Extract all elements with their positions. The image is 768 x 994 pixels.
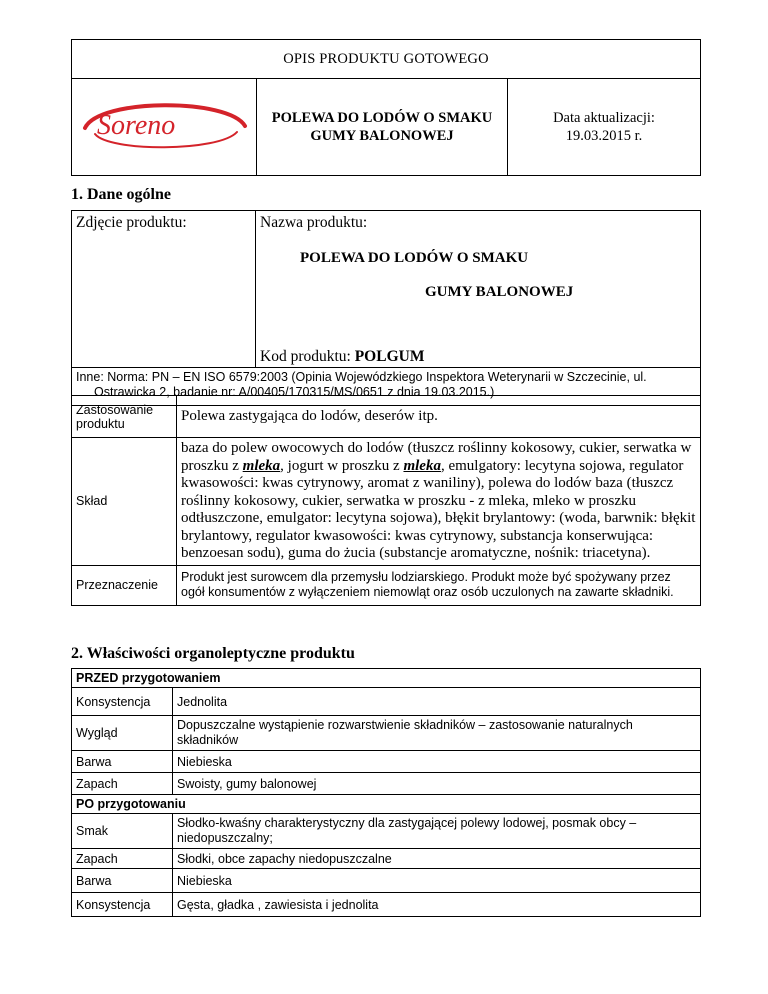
header-product-name-line2: GUMY BALONOWEJ — [310, 128, 454, 144]
company-logo-cell — [72, 79, 257, 176]
after-row-value: Słodki, obce zapachy niedopuszczalne — [173, 849, 701, 869]
general-table — [71, 210, 701, 406]
before-row-value: Jednolita — [173, 688, 701, 716]
composition-part1: baza do polew owocowych do lodów (tłuszcz roślinny kokosowy, cukier, serwatka w proszku z — [181, 440, 692, 474]
update-info — [508, 79, 701, 176]
purpose-value: Produkt jest surowcem dla przemysłu lodziarskiego. Produkt może być spożywany przez ogół konsumentów z wyłączeniem niemowląt oraz osób uczulonych na zawarte składniki. — [177, 565, 701, 605]
usage-value: Polewa zastygająca do lodów, deserów itp. — [177, 396, 701, 438]
header-product-name — [257, 79, 508, 176]
photo-label: Zdjęcie produktu: — [76, 214, 187, 231]
after-row-value: Słodko-kwaśny charakterystyczny dla zastygającej polewy lodowej, posmak obcy – niedopuszczalny; — [173, 814, 701, 849]
code-value: POLGUM — [354, 348, 425, 365]
composition-part2: , jogurt w proszku z — [280, 457, 404, 474]
composition-part3: , emulgatory: lecytyna sojowa, regulator kwasowości: kwas cytrynowy, aromat z waniliny), polewa do lodów baza (tłuszcz roślinny kokosowy, cukier, serwatka w proszku - z mleka, mleko w proszku odtłuszczone, emulgator: lecytyna sojowa), błękit brylantowy: (woda, barwnik: błękit brylantowy, regulator kwasowości: kwas cytrynowy, substancja konserwująca: benzoesan sodu), guma do żucia (substancje aromatyczne, nośnik: triacetyna). — [181, 457, 696, 561]
purpose-label: Przeznaczenie — [72, 565, 177, 605]
name-line1: POLEWA DO LODÓW O SMAKU — [300, 250, 529, 266]
other-line2: Ostrawicka 2, badanie nr: A/00405/170315/MS/0651 z dnia 19.03.2015.) — [94, 385, 495, 399]
product-code — [260, 348, 424, 366]
after-row-label: Smak — [72, 814, 173, 849]
header-product-name-line1: POLEWA DO LODÓW O SMAKU — [271, 110, 493, 126]
before-row-label: Konsystencja — [72, 688, 173, 716]
after-row-value: Gęsta, gładka , zawiesista i jednolita — [173, 893, 701, 917]
before-row-value: Dopuszczalne wystąpienie rozwarstwienie składników – zastosowanie naturalnych składników — [173, 716, 701, 751]
update-date: 19.03.2015 r. — [565, 128, 643, 144]
composition-value — [177, 438, 701, 566]
other-line1: Inne: Norma: PN – EN ISO 6579:2003 (Opinia Wojewódzkiego Inspektora Weterynarii w Szczecinie, ul. — [76, 370, 647, 384]
before-row-value: Niebieska — [173, 751, 701, 773]
soreno-logo — [79, 90, 249, 160]
code-label: Kod produktu: — [260, 348, 351, 365]
header-table — [71, 39, 701, 176]
section2-heading: 2. Właściwości organoleptyczne produktu — [71, 645, 355, 662]
usage-label: Zastosowanie produktu — [72, 396, 177, 438]
name-line2: GUMY BALONOWEJ — [425, 284, 574, 300]
organoleptic-table — [71, 668, 701, 917]
before-row-value: Swoisty, gumy balonowej — [173, 773, 701, 795]
after-title: PO przygotowaniu — [72, 795, 701, 814]
logo-text: Soreno — [97, 109, 176, 141]
after-row-label: Zapach — [72, 849, 173, 869]
before-title: PRZED przygotowaniem — [72, 669, 701, 688]
after-row-label: Konsystencja — [72, 893, 173, 917]
properties-table — [71, 395, 701, 606]
name-label: Nazwa produktu: — [260, 214, 368, 231]
before-row-label: Barwa — [72, 751, 173, 773]
product-name-cell — [256, 211, 701, 368]
document-title: OPIS PRODUKTU GOTOWEGO — [72, 40, 701, 79]
composition-label: Skład — [72, 438, 177, 566]
before-row-label: Wygląd — [72, 716, 173, 751]
photo-cell — [72, 211, 256, 368]
update-label: Data aktualizacji: — [553, 110, 655, 126]
allergen-milk-2: mleka — [403, 457, 441, 474]
section1-heading: 1. Dane ogólne — [71, 186, 171, 203]
before-row-label: Zapach — [72, 773, 173, 795]
allergen-milk-1: mleka — [242, 457, 281, 474]
after-row-label: Barwa — [72, 869, 173, 893]
after-row-value: Niebieska — [173, 869, 701, 893]
